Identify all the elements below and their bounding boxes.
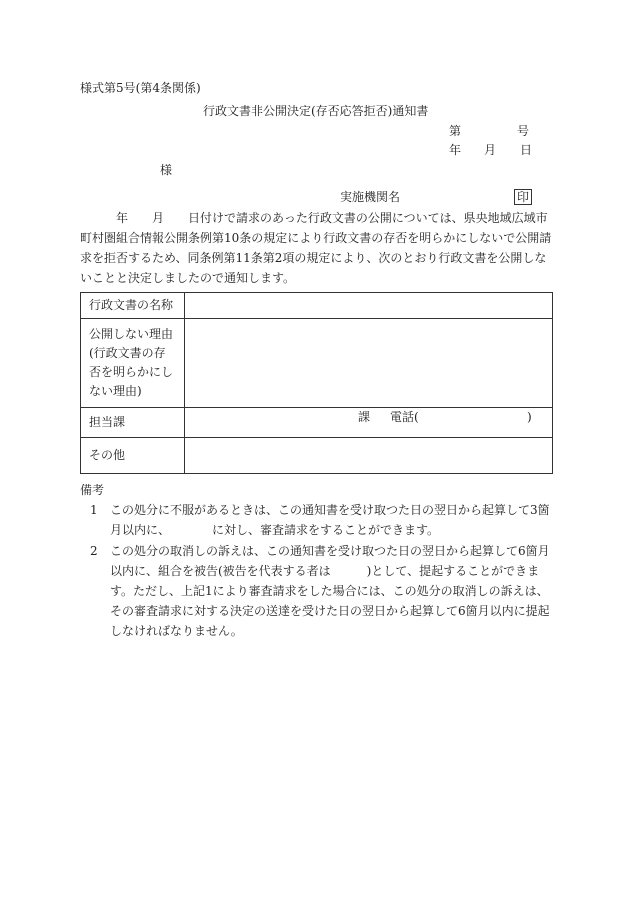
form-number: 様式第5号(第4条関係) — [80, 81, 201, 95]
other-label: その他 — [81, 438, 185, 474]
reason-label: 公開しない理由(行政文書の存否を明らかにしない理由) — [81, 319, 185, 408]
date-year: 年 — [449, 143, 462, 157]
department-value — [185, 408, 553, 438]
table-row — [81, 438, 553, 474]
note-item — [90, 500, 556, 540]
note-text: この処分に不服があるときは、この通知書を受け取つた日の翌日から起算して3箇月以内に、 に対し、審査請求をすることができます。 — [110, 503, 550, 537]
date-day: 日 — [520, 143, 533, 157]
note-number: 1 — [90, 503, 98, 517]
table-row — [81, 408, 553, 438]
body-paragraph: 年 月 日付けで請求のあった行政文書の公開については、県央地域広域市町村圏組合情報公開条例第10条の規定により行政文書の存否を明らかにしないで公開請求を拒否するため、同条例第11条第2項の規定により、次のとおり行政文書を公開しないことと決定しましたので通知します。 — [80, 211, 552, 285]
table-row — [81, 319, 553, 408]
addressee-suffix: 様 — [160, 163, 173, 177]
info-table — [80, 292, 553, 474]
note-text: この処分の取消しの訴えは、この通知書を受け取つた日の翌日から起算して6箇月以内に、組合を被告(被告を代表する者は )として、提起することができます。ただし、上記1により審査請求をした場合には、この処分の取消しの訴えは、その審査請求に対する決定の送達を受けた日の翌日から起算して6箇月以内に提起しなければなりません。 — [110, 544, 550, 638]
date-month: 月 — [484, 143, 497, 157]
phone-label: 電話( — [390, 410, 419, 424]
table-row — [81, 293, 553, 319]
issue-date — [449, 143, 532, 159]
number-prefix: 第 — [449, 124, 462, 138]
note-item — [90, 541, 556, 641]
department-suffix: 課 — [358, 410, 371, 424]
document-name-value — [185, 293, 553, 319]
document-title: 行政文書非公開決定(存否応答拒否)通知書 — [203, 104, 429, 118]
reason-value — [185, 319, 553, 408]
agency-name-label: 実施機関名 — [340, 190, 401, 204]
seal-mark: 印 — [514, 189, 532, 205]
notes-heading: 備考 — [80, 483, 105, 497]
department-label: 担当課 — [81, 408, 185, 438]
phone-close-paren: ) — [527, 410, 532, 424]
document-name-label: 行政文書の名称 — [81, 293, 185, 319]
other-value — [185, 438, 553, 474]
note-number: 2 — [90, 544, 98, 558]
number-suffix: 号 — [517, 124, 530, 138]
